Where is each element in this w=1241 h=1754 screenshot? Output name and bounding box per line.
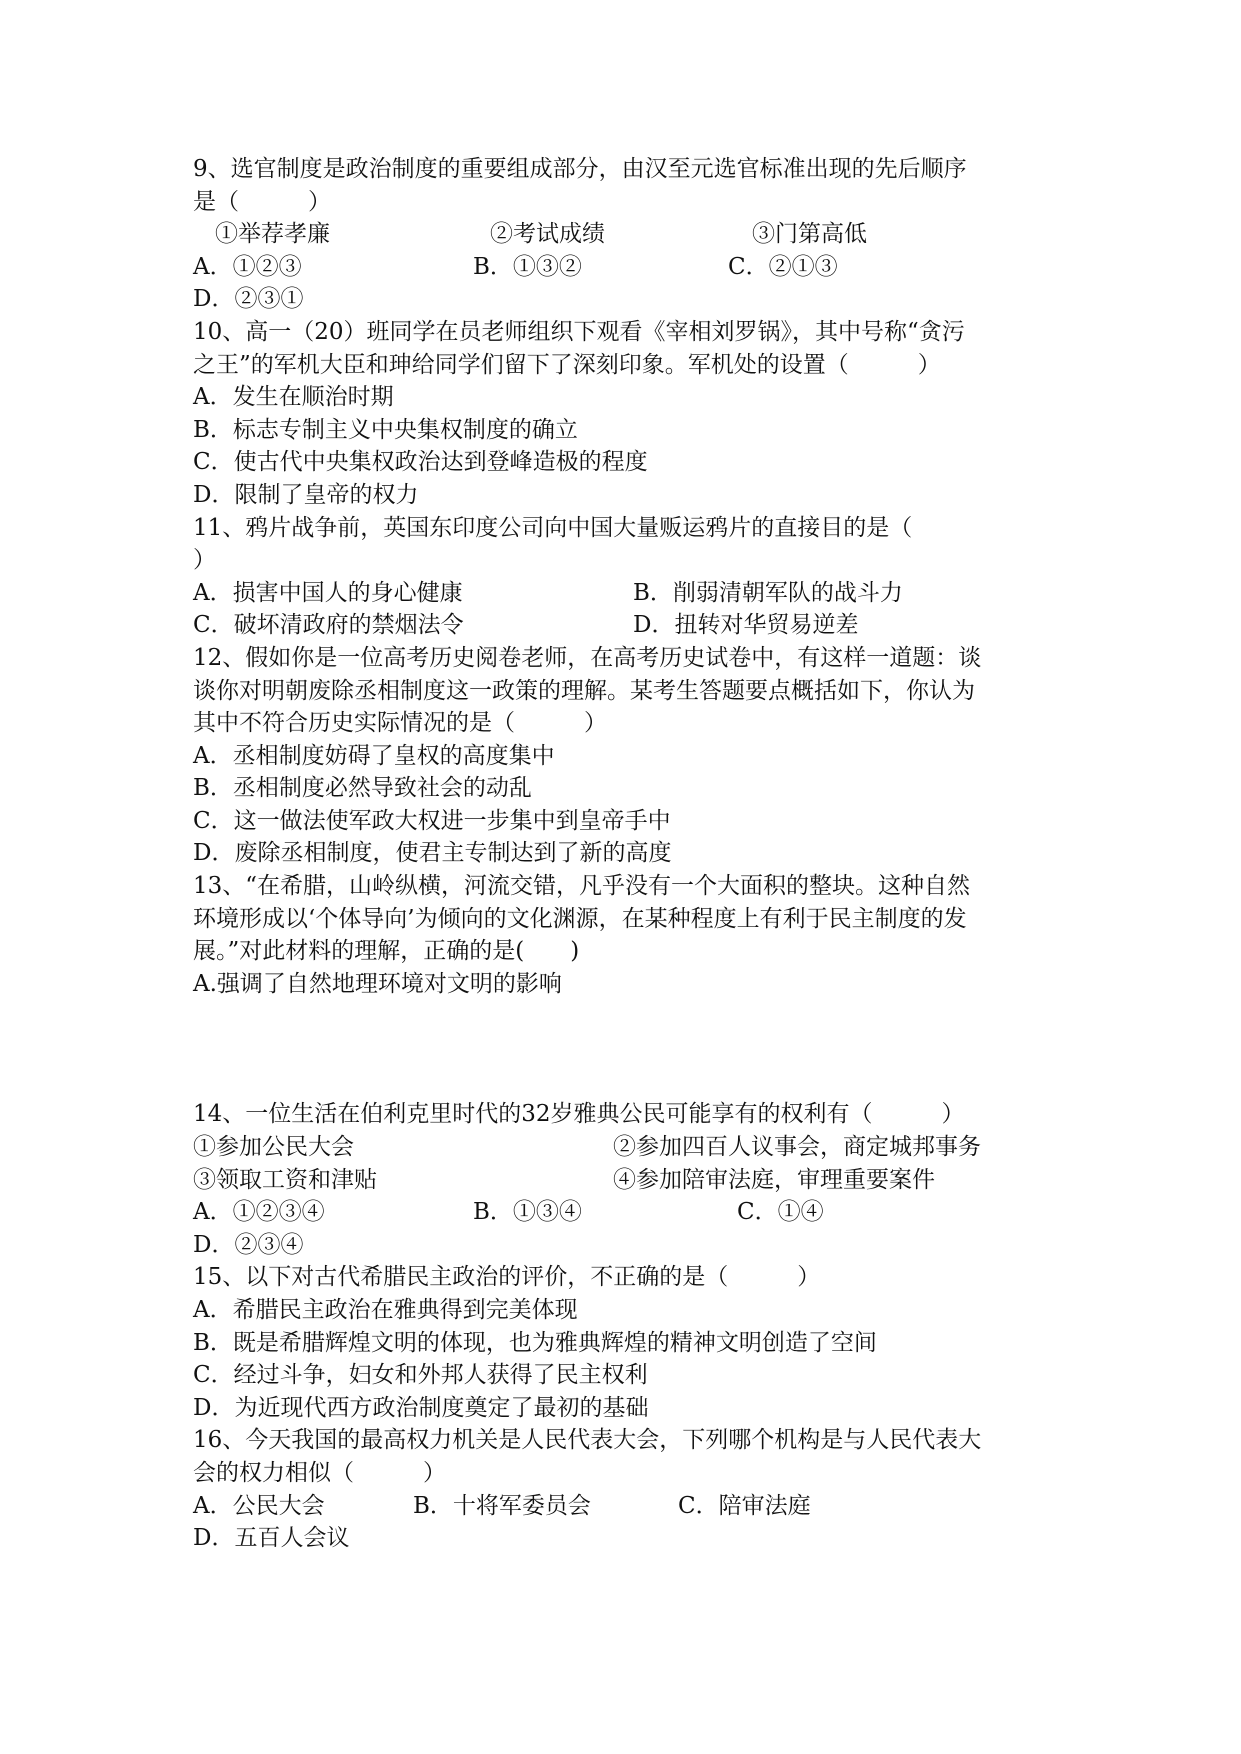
q15-option-b: B．既是希腊辉煌文明的体现，也为雅典辉煌的精神文明创造了空间 — [193, 1329, 877, 1356]
q14-items-row1 — [193, 1131, 1063, 1164]
q10-option-b: B．标志专制主义中央集权制度的确立 — [193, 416, 578, 443]
q14-option-b: B．①③④ — [473, 1199, 582, 1226]
q12-option-d: D．废除丞相制度，使君主专制达到了新的高度 — [193, 840, 672, 867]
q13-stem-line3: 展。”对此材料的理解，正确的是( ) — [193, 938, 580, 965]
q11-options-row2 — [193, 609, 1063, 642]
q9-option-c: C．②①③ — [728, 253, 838, 280]
q9-options — [193, 251, 1063, 284]
q16-stem-line1: 16、今天我国的最高权力机关是人民代表大会，下列哪个机构是与人民代表大 — [193, 1427, 982, 1454]
q10-stem-line2: 之王”的军机大臣和珅给同学们留下了深刻印象。军机处的设置（ ） — [193, 351, 941, 378]
q12-option-b: B．丞相制度必然导致社会的动乱 — [193, 775, 532, 802]
q16-option-d: D．五百人会议 — [193, 1525, 350, 1552]
q12-stem-line3: 其中不符合历史实际情况的是（ ） — [193, 710, 607, 737]
q11-stem-line1: 11、鸦片战争前，英国东印度公司向中国大量贩运鸦片的直接目的是（ — [193, 514, 913, 541]
q9-item-2: ②考试成绩 — [490, 221, 605, 248]
q14-option-d: D．②③④ — [193, 1231, 304, 1258]
q15-option-a: A．希腊民主政治在雅典得到完美体现 — [193, 1297, 578, 1323]
q9-option-b: B．①③② — [473, 253, 582, 280]
q9-items — [193, 218, 1063, 251]
q10-option-d: D．限制了皇帝的权力 — [193, 481, 419, 508]
q12-stem-line2: 谈你对明朝废除丞相制度这一政策的理解。某考生答题要点概括如下，你认为 — [193, 677, 975, 704]
q16-options — [193, 1490, 1063, 1523]
q15-option-c: C．经过斗争，妇女和外邦人获得了民主权利 — [193, 1362, 648, 1389]
q10-option-c: C．使古代中央集权政治达到登峰造极的程度 — [193, 449, 648, 476]
q11-option-a: A．损害中国人的身心健康 — [193, 579, 463, 606]
q14-item-4: ④参加陪审法庭，审理重要案件 — [613, 1166, 935, 1193]
q10-option-a: A．发生在顺治时期 — [193, 384, 394, 411]
q11-option-d: D．扭转对华贸易逆差 — [633, 612, 859, 639]
q16-option-c: C．陪审法庭 — [678, 1492, 811, 1519]
question-list — [193, 153, 1063, 1555]
q15-option-d: D．为近现代西方政治制度奠定了最初的基础 — [193, 1394, 649, 1421]
blank-gap — [193, 1000, 1063, 1098]
q14-option-c: C．①④ — [737, 1199, 824, 1226]
q11-stem-line2: ） — [193, 547, 216, 574]
q12-stem-line1: 12、假如你是一位高考历史阅卷老师，在高考历史试卷中，有这样一道题：谈 — [193, 644, 982, 671]
q9-item-1: ①举荐孝廉 — [215, 221, 330, 248]
q16-option-a: A．公民大会 — [193, 1492, 325, 1519]
q14-option-a: A．①②③④ — [193, 1199, 325, 1226]
q12-option-c: C．这一做法使军政大权进一步集中到皇帝手中 — [193, 807, 671, 834]
q9-stem-line2: 是（ ） — [193, 188, 331, 215]
q10-stem-line1: 10、高一（20）班同学在员老师组织下观看《宰相刘罗锅》，其中号称“贪污 — [193, 318, 965, 345]
q9-option-a: A．①②③ — [193, 253, 302, 280]
q13-stem-line2: 环境形成以‘个体导向’为倾向的文化渊源，在某种程度上有利于民主制度的发 — [193, 905, 967, 932]
q14-item-3: ③领取工资和津贴 — [193, 1166, 377, 1193]
q16-option-b: B．十将军委员会 — [413, 1492, 591, 1519]
q12-option-a: A．丞相制度妨碍了皇权的高度集中 — [193, 742, 555, 769]
q14-item-2: ②参加四百人议事会，商定城邦事务 — [613, 1134, 981, 1161]
q14-item-1: ①参加公民大会 — [193, 1134, 354, 1161]
q9-item-3: ③门第高低 — [752, 221, 867, 248]
q11-option-c: C．破坏清政府的禁烟法令 — [193, 612, 464, 639]
q16-stem-line2: 会的权力相似（ ） — [193, 1459, 446, 1486]
q15-stem-line1: 15、以下对古代希腊民主政治的评价，不正确的是（ ） — [193, 1264, 821, 1291]
q14-stem-line1: 14、一位生活在伯利克里时代的32岁雅典公民可能享有的权利有（ ） — [193, 1101, 965, 1128]
q11-option-b: B．削弱清朝军队的战斗力 — [633, 579, 903, 606]
q14-items-row2 — [193, 1164, 1063, 1197]
q13-option-a: A.强调了自然地理环境对文明的影响 — [193, 970, 562, 997]
q9-option-d: D．②③① — [193, 286, 304, 313]
q11-options-row1 — [193, 577, 1063, 610]
q13-stem-line1: 13、“在希腊，山岭纵横，河流交错，凡乎没有一个大面积的整块。这种自然 — [193, 873, 971, 900]
q14-options — [193, 1196, 1063, 1229]
q9-stem-line1: 9、选官制度是政治制度的重要组成部分，由汉至元选官标准出现的先后顺序 — [193, 156, 967, 182]
